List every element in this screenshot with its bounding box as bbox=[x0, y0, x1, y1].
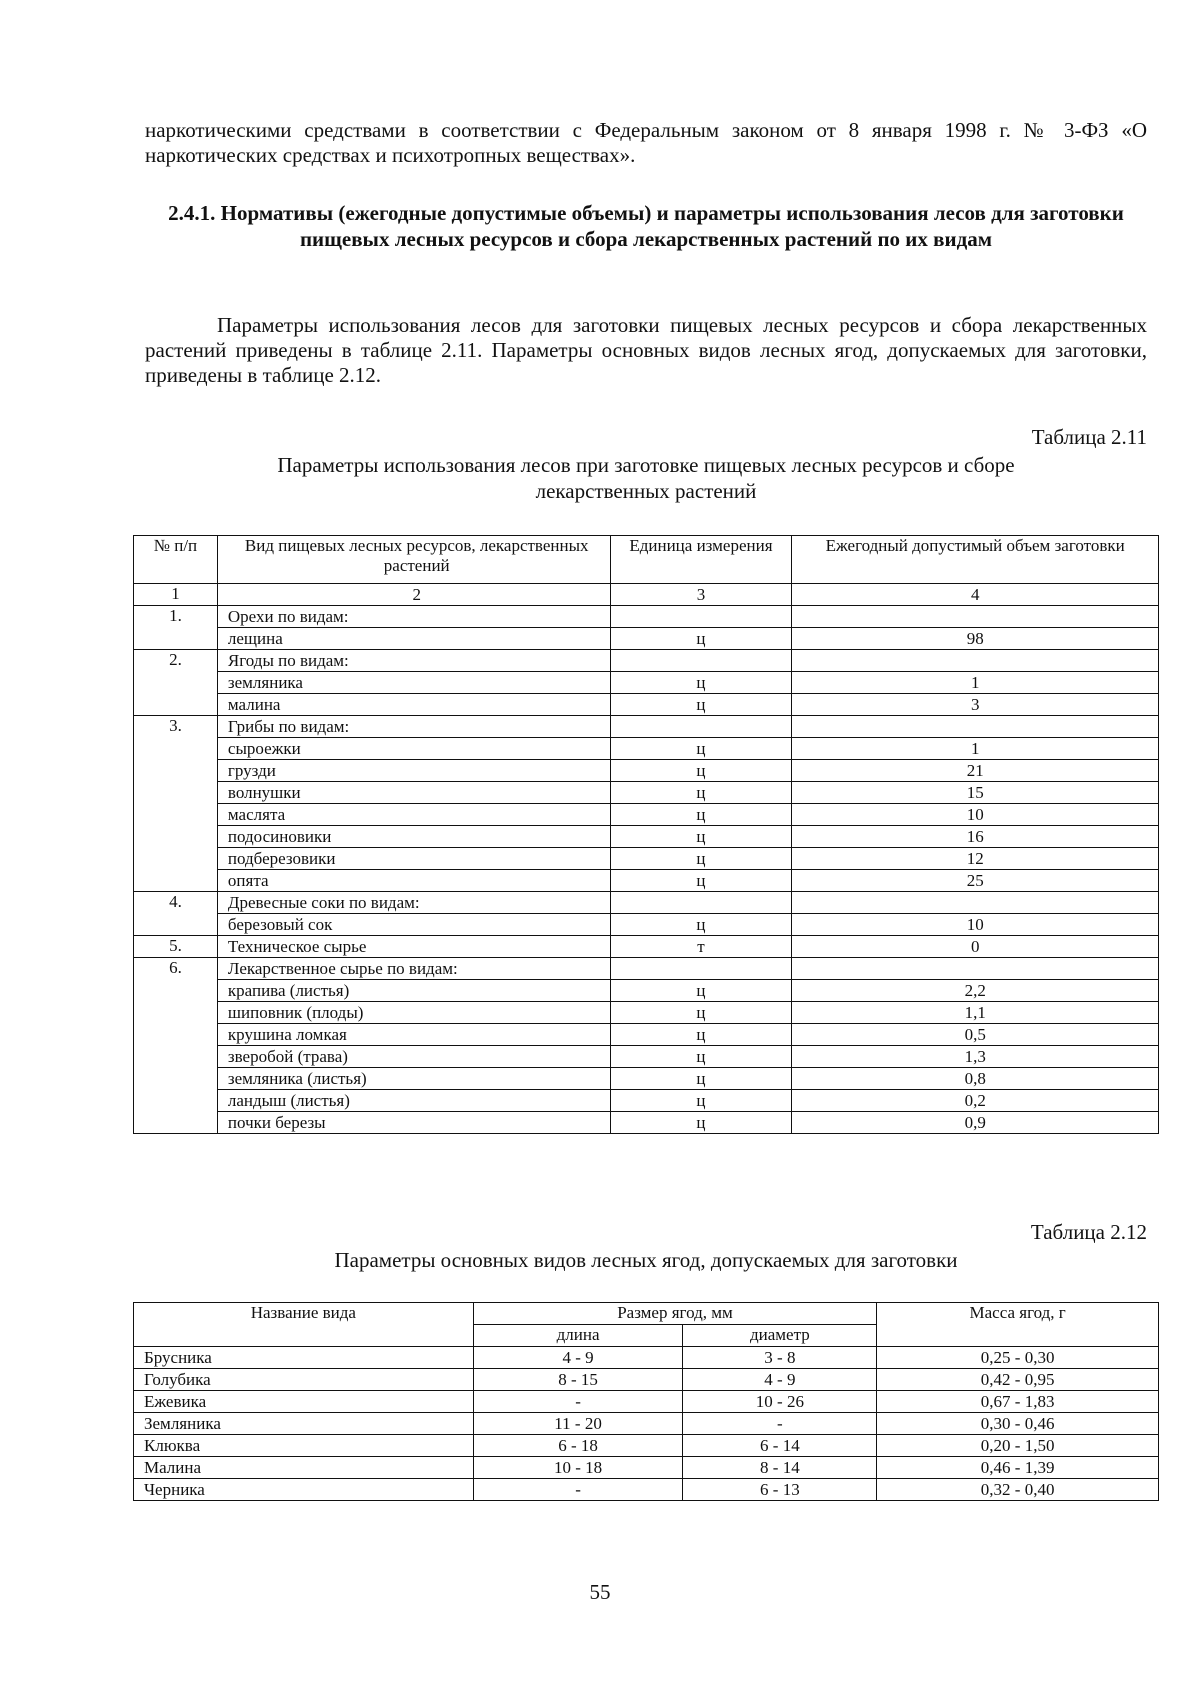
volume-cell bbox=[792, 650, 1159, 672]
table-row bbox=[134, 870, 1159, 892]
volume-cell bbox=[792, 716, 1159, 738]
unit-cell: ц bbox=[610, 672, 792, 694]
table-group-row bbox=[134, 892, 1159, 914]
table-row bbox=[134, 914, 1159, 936]
diameter-cell: 3 - 8 bbox=[683, 1347, 877, 1369]
table-row bbox=[134, 1024, 1159, 1046]
row-number: 4. bbox=[134, 892, 218, 936]
volume-cell: 15 bbox=[792, 782, 1159, 804]
row-number: 2. bbox=[134, 650, 218, 716]
resource-name: малина bbox=[217, 694, 610, 716]
length-cell: 4 - 9 bbox=[473, 1347, 683, 1369]
table-row bbox=[134, 628, 1159, 650]
group-title: Орехи по видам: bbox=[217, 606, 610, 628]
table-row bbox=[134, 672, 1159, 694]
col-number: 1 bbox=[134, 584, 218, 606]
row-number: 3. bbox=[134, 716, 218, 892]
volume-cell: 10 bbox=[792, 914, 1159, 936]
table-row bbox=[134, 1347, 1159, 1369]
table-row bbox=[134, 782, 1159, 804]
col-number: 2 bbox=[217, 584, 610, 606]
mass-cell: 0,42 - 0,95 bbox=[877, 1369, 1159, 1391]
table-2-11-caption-line2: лекарственных растений bbox=[535, 479, 757, 503]
volume-cell: 0,5 bbox=[792, 1024, 1159, 1046]
table-2-11-body bbox=[134, 606, 1159, 1134]
group-title: Древесные соки по видам: bbox=[217, 892, 610, 914]
table-row bbox=[134, 826, 1159, 848]
mass-cell: 0,20 - 1,50 bbox=[877, 1435, 1159, 1457]
table-row bbox=[134, 694, 1159, 716]
unit-cell: ц bbox=[610, 826, 792, 848]
header-length: длина bbox=[473, 1325, 683, 1347]
table-row bbox=[134, 804, 1159, 826]
table-row bbox=[134, 1413, 1159, 1435]
section-heading: 2.4.1. Нормативы (ежегодные допустимые объемы) и параметры использования лесов для заготовки пищевых лесных ресурсов и сбора лекарственных растений по их видам bbox=[168, 201, 1124, 251]
row-number: 1. bbox=[134, 606, 218, 650]
unit-cell bbox=[610, 892, 792, 914]
table-2-11-caption bbox=[145, 452, 1147, 504]
volume-cell: 16 bbox=[792, 826, 1159, 848]
diameter-cell: 10 - 26 bbox=[683, 1391, 877, 1413]
unit-cell: ц bbox=[610, 1046, 792, 1068]
volume-cell: 25 bbox=[792, 870, 1159, 892]
table-row bbox=[134, 1435, 1159, 1457]
table-2-12-header-row bbox=[134, 1303, 1159, 1325]
table-row bbox=[134, 1090, 1159, 1112]
table-row bbox=[134, 1391, 1159, 1413]
header-unit: Единица измерения bbox=[610, 536, 792, 584]
page-number: 55 bbox=[589, 1580, 611, 1604]
table-group-row bbox=[134, 606, 1159, 628]
table-2-11-column-numbers bbox=[134, 584, 1159, 606]
table-row bbox=[134, 738, 1159, 760]
species-name: Клюква bbox=[134, 1435, 474, 1457]
table-row bbox=[134, 1479, 1159, 1501]
resource-name: крушина ломкая bbox=[217, 1024, 610, 1046]
unit-cell: ц bbox=[610, 914, 792, 936]
table-row bbox=[134, 848, 1159, 870]
unit-cell bbox=[610, 958, 792, 980]
unit-cell: ц bbox=[610, 1112, 792, 1134]
unit-cell: ц bbox=[610, 848, 792, 870]
unit-cell: ц bbox=[610, 782, 792, 804]
length-cell: 10 - 18 bbox=[473, 1457, 683, 1479]
resource-name: березовый сок bbox=[217, 914, 610, 936]
table-row bbox=[134, 1112, 1159, 1134]
volume-cell bbox=[792, 958, 1159, 980]
length-cell: 11 - 20 bbox=[473, 1413, 683, 1435]
table-2-12 bbox=[133, 1302, 1159, 1501]
volume-cell: 0,9 bbox=[792, 1112, 1159, 1134]
volume-cell: 3 bbox=[792, 694, 1159, 716]
volume-cell: 1 bbox=[792, 672, 1159, 694]
mass-cell: 0,32 - 0,40 bbox=[877, 1479, 1159, 1501]
section-paragraph: Параметры использования лесов для заготовки пищевых лесных ресурсов и сбора лекарственных растений приведены в таблице 2.11. Параметры основных видов лесных ягод, допускаемых для заготовки, приведены в таблице 2.12. bbox=[145, 313, 1147, 387]
diameter-cell: - bbox=[683, 1413, 877, 1435]
length-cell: - bbox=[473, 1479, 683, 1501]
unit-cell: ц bbox=[610, 1002, 792, 1024]
species-name: Голубика bbox=[134, 1369, 474, 1391]
unit-cell bbox=[610, 650, 792, 672]
volume-cell: 98 bbox=[792, 628, 1159, 650]
diameter-cell: 8 - 14 bbox=[683, 1457, 877, 1479]
length-cell: - bbox=[473, 1391, 683, 1413]
row-number: 5. bbox=[134, 936, 218, 958]
unit-cell: ц bbox=[610, 694, 792, 716]
resource-name: подберезовики bbox=[217, 848, 610, 870]
volume-cell: 0,2 bbox=[792, 1090, 1159, 1112]
species-name: Брусника bbox=[134, 1347, 474, 1369]
table-2-11-header-row bbox=[134, 536, 1159, 584]
resource-name: подосиновики bbox=[217, 826, 610, 848]
species-name: Малина bbox=[134, 1457, 474, 1479]
volume-cell: 1,1 bbox=[792, 1002, 1159, 1024]
resource-name: почки березы bbox=[217, 1112, 610, 1134]
unit-cell: ц bbox=[610, 980, 792, 1002]
intro-paragraph: наркотическими средствами в соответствии с Федеральным законом от 8 января 1998 г. № 3-ФЗ «О наркотических средствах и психотропных веществах». bbox=[145, 118, 1147, 167]
unit-cell: ц bbox=[610, 1068, 792, 1090]
unit-cell: ц bbox=[610, 628, 792, 650]
table-row bbox=[134, 1068, 1159, 1090]
volume-cell bbox=[792, 892, 1159, 914]
length-cell: 8 - 15 bbox=[473, 1369, 683, 1391]
length-cell: 6 - 18 bbox=[473, 1435, 683, 1457]
volume-cell: 1,3 bbox=[792, 1046, 1159, 1068]
row-number: 6. bbox=[134, 958, 218, 1134]
group-title: Грибы по видам: bbox=[217, 716, 610, 738]
header-species: Название вида bbox=[134, 1303, 474, 1347]
volume-cell: 21 bbox=[792, 760, 1159, 782]
table-row bbox=[134, 760, 1159, 782]
volume-cell bbox=[792, 606, 1159, 628]
table-2-12-caption: Параметры основных видов лесных ягод, допускаемых для заготовки bbox=[334, 1248, 958, 1272]
resource-name: опята bbox=[217, 870, 610, 892]
table-group-row bbox=[134, 958, 1159, 980]
unit-cell: ц bbox=[610, 1024, 792, 1046]
table-2-11 bbox=[133, 535, 1159, 1134]
volume-cell: 0 bbox=[792, 936, 1159, 958]
resource-name: волнушки bbox=[217, 782, 610, 804]
resource-name: земляника bbox=[217, 672, 610, 694]
diameter-cell: 6 - 13 bbox=[683, 1479, 877, 1501]
group-title: Ягоды по видам: bbox=[217, 650, 610, 672]
species-name: Черника bbox=[134, 1479, 474, 1501]
col-number: 4 bbox=[792, 584, 1159, 606]
header-diameter: диаметр bbox=[683, 1325, 877, 1347]
mass-cell: 0,30 - 0,46 bbox=[877, 1413, 1159, 1435]
resource-name: шиповник (плоды) bbox=[217, 1002, 610, 1024]
header-mass: Масса ягод, г bbox=[877, 1303, 1159, 1347]
header-volume: Ежегодный допустимый объем заготовки bbox=[792, 536, 1159, 584]
unit-cell: ц bbox=[610, 870, 792, 892]
mass-cell: 0,67 - 1,83 bbox=[877, 1391, 1159, 1413]
table-group-row bbox=[134, 650, 1159, 672]
unit-cell: ц bbox=[610, 738, 792, 760]
table-row bbox=[134, 980, 1159, 1002]
mass-cell: 0,25 - 0,30 bbox=[877, 1347, 1159, 1369]
table-group-row bbox=[134, 716, 1159, 738]
diameter-cell: 4 - 9 bbox=[683, 1369, 877, 1391]
resource-name: зверобой (трава) bbox=[217, 1046, 610, 1068]
resource-name: лещина bbox=[217, 628, 610, 650]
table-2-12-label: Таблица 2.12 bbox=[1030, 1220, 1147, 1244]
resource-name: грузди bbox=[217, 760, 610, 782]
unit-cell bbox=[610, 716, 792, 738]
group-title: Лекарственное сырье по видам: bbox=[217, 958, 610, 980]
unit-cell: т bbox=[610, 936, 792, 958]
mass-cell: 0,46 - 1,39 bbox=[877, 1457, 1159, 1479]
table-row bbox=[134, 1046, 1159, 1068]
col-number: 3 bbox=[610, 584, 792, 606]
resource-name: земляника (листья) bbox=[217, 1068, 610, 1090]
table-row bbox=[134, 1002, 1159, 1024]
resource-name: крапива (листья) bbox=[217, 980, 610, 1002]
table-row bbox=[134, 1457, 1159, 1479]
resource-name: Техническое сырье bbox=[217, 936, 610, 958]
unit-cell: ц bbox=[610, 760, 792, 782]
volume-cell: 12 bbox=[792, 848, 1159, 870]
unit-cell bbox=[610, 606, 792, 628]
header-num: № п/п bbox=[134, 536, 218, 584]
table-row bbox=[134, 936, 1159, 958]
volume-cell: 0,8 bbox=[792, 1068, 1159, 1090]
resource-name: маслята bbox=[217, 804, 610, 826]
volume-cell: 1 bbox=[792, 738, 1159, 760]
header-name: Вид пищевых лесных ресурсов, лекарственных растений bbox=[217, 536, 610, 584]
table-row bbox=[134, 1369, 1159, 1391]
diameter-cell: 6 - 14 bbox=[683, 1435, 877, 1457]
resource-name: сыроежки bbox=[217, 738, 610, 760]
table-2-11-label: Таблица 2.11 bbox=[1031, 425, 1147, 449]
unit-cell: ц bbox=[610, 1090, 792, 1112]
species-name: Земляника bbox=[134, 1413, 474, 1435]
species-name: Ежевика bbox=[134, 1391, 474, 1413]
table-2-12-body bbox=[134, 1347, 1159, 1501]
table-2-11-caption-line1: Параметры использования лесов при заготовке пищевых лесных ресурсов и сборе bbox=[277, 453, 1015, 477]
volume-cell: 10 bbox=[792, 804, 1159, 826]
unit-cell: ц bbox=[610, 804, 792, 826]
header-size: Размер ягод, мм bbox=[473, 1303, 877, 1325]
volume-cell: 2,2 bbox=[792, 980, 1159, 1002]
resource-name: ландыш (листья) bbox=[217, 1090, 610, 1112]
